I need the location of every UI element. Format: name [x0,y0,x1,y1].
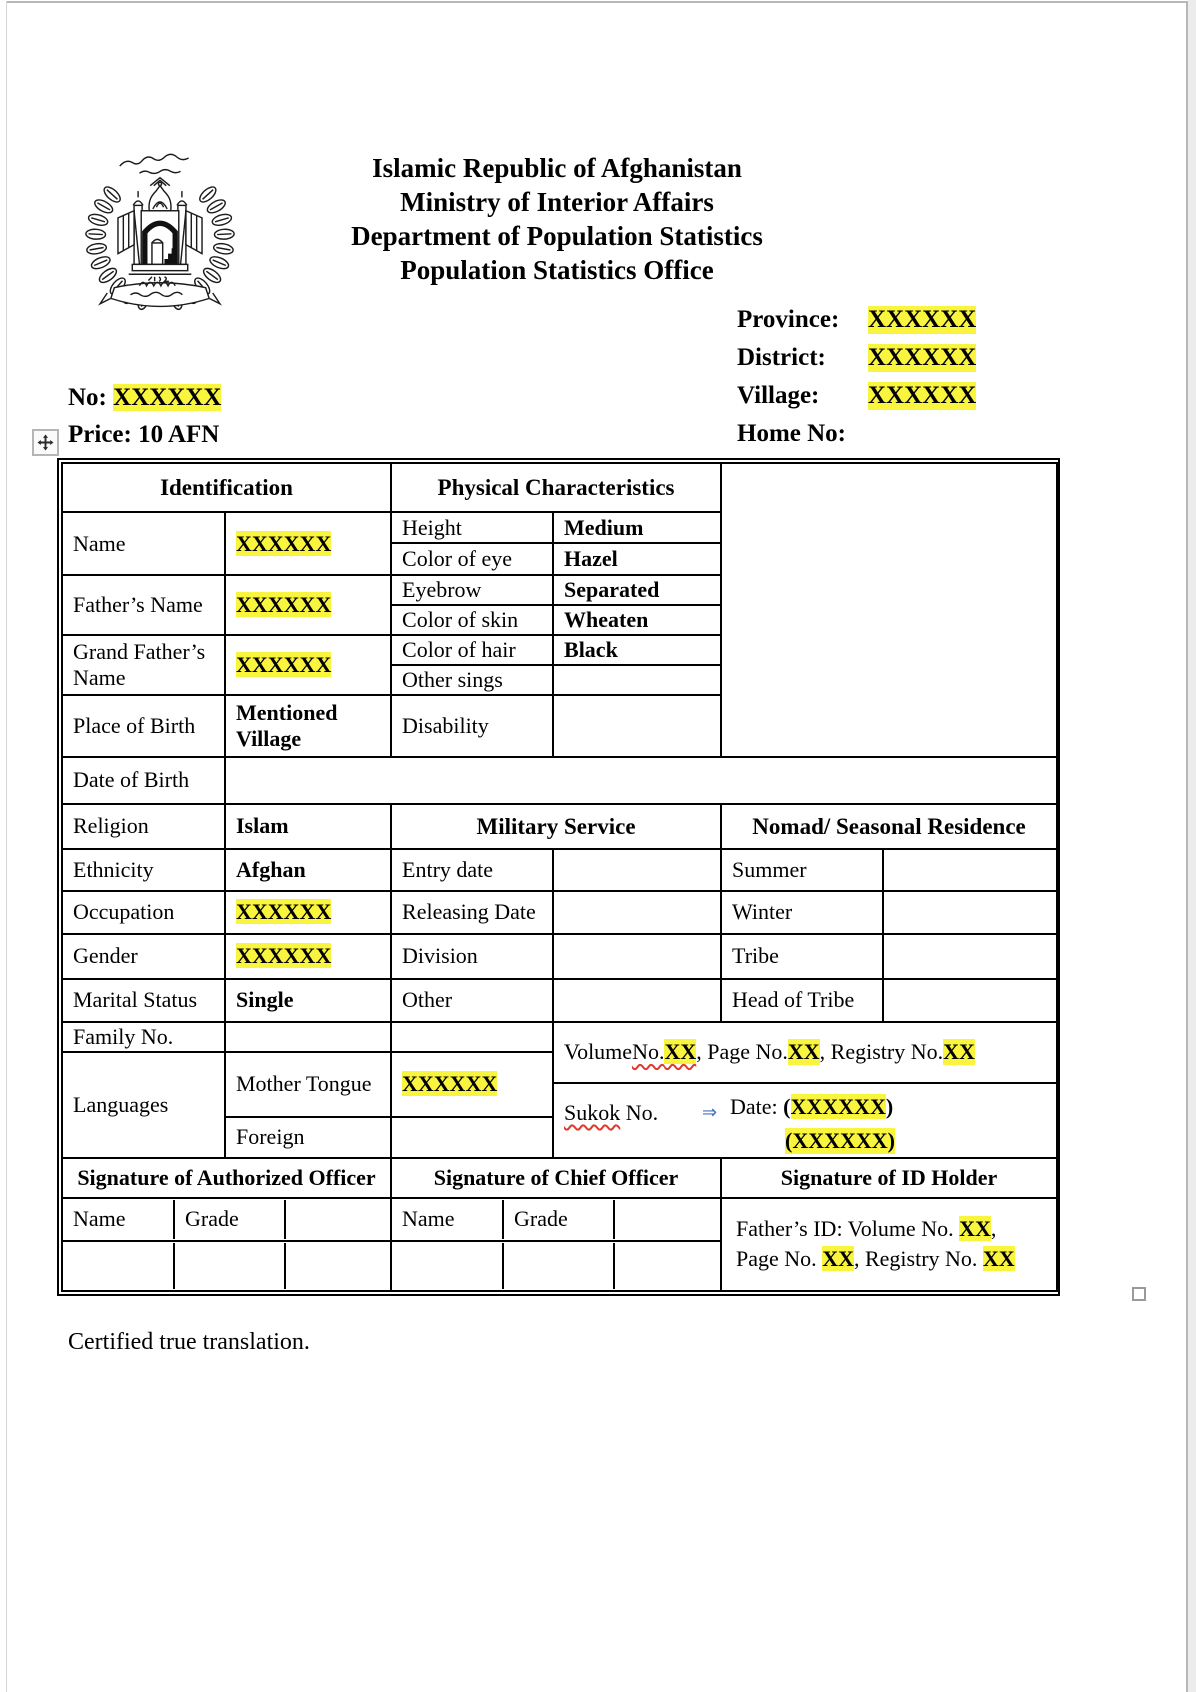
chief-officer-name-grade-row [391,1198,721,1241]
eye-color-label: Color of eye [391,543,553,575]
date-paren-open: ( [783,1093,791,1119]
releasing-date-label: Releasing Date [391,891,553,934]
authorized-signature-cell [286,1200,390,1239]
authorized-grade-entry [175,1243,286,1289]
tribe-value [883,934,1057,979]
name-value: XXXXXX [236,530,332,556]
gender-value: XXXXXX [236,943,332,969]
document-no-row [68,384,221,412]
tazkira-table [57,458,1060,1296]
name-value-cell [225,512,391,575]
chief-grade-label: Grade [504,1200,615,1239]
occupation-value: XXXXXX [236,899,332,925]
chief-officer-empty-row [391,1241,721,1291]
price-row: Price: 10 AFN [68,421,220,448]
fathers-id-page-pre: Page No. [736,1246,823,1272]
skin-color-value: Wheaten [553,605,721,635]
province-value: XXXXXX [868,306,977,333]
place-of-birth-value: Mentioned Village [225,695,391,757]
skin-color-label: Color of skin [391,605,553,635]
fathers-id-line-2 [736,1244,1048,1274]
tribe-label: Tribe [721,934,883,979]
grandfather-name-value-cell [225,635,391,695]
gender-label: Gender [62,934,225,979]
fathers-id-comma: , [990,1216,997,1242]
marital-status-label: Marital Status [62,979,225,1022]
home-no-label: Home No: [737,420,846,447]
head-of-tribe-label: Head of Tribe [721,979,883,1022]
table-move-handle[interactable] [32,429,59,456]
chief-empty-split [392,1243,720,1289]
identification-header: Identification [62,463,391,512]
no-label: No: [68,384,107,411]
fathers-id-registry-pre: , Registry No. [853,1246,983,1272]
table-resize-handle[interactable] [1132,1287,1146,1301]
family-no-value [225,1022,391,1052]
name-label: Name [62,512,225,575]
sukok-no-label [564,1100,658,1126]
page-left-border [6,1,7,1692]
family-no-extra-cell [391,1022,553,1052]
division-label: Division [391,934,553,979]
entry-date-value [553,849,721,891]
chief-signature-cell [615,1200,720,1239]
mother-tongue-value-cell [391,1052,553,1117]
family-no-label: Family No. [62,1022,225,1052]
date-value-1: XXXXXX [790,1093,886,1119]
volume-registry-line [554,1023,1056,1084]
physical-characteristics-header: Physical Characteristics [391,463,721,512]
move-cross-icon [37,434,54,451]
date-value-2: (XXXXXX) [785,1127,895,1153]
document-title-block [57,151,1057,287]
foreign-language-label: Foreign [225,1117,391,1158]
authorized-name-grade-split [63,1200,390,1239]
marital-status-value: Single [225,979,391,1022]
chief-grade-entry [504,1243,615,1289]
date-line-1 [730,1094,893,1120]
district-value: XXXXXX [868,344,977,371]
chief-name-entry [392,1243,504,1289]
signature-authorized-header: Signature of Authorized Officer [62,1158,391,1198]
winter-label: Winter [721,891,883,934]
page-right-margin [1188,0,1196,1692]
military-service-header: Military Service [391,804,721,849]
volume-no-misspelled [632,1039,696,1065]
authorized-empty-split [63,1243,390,1289]
releasing-date-value [553,891,721,934]
height-value: Medium [553,512,721,543]
fathers-id-pre: Father’s ID: Volume No. [736,1216,960,1242]
page-top-border [6,1,1187,3]
other-service-value [553,979,721,1022]
hair-color-label: Color of hair [391,635,553,665]
title-line-department: Department of Population Statistics [351,221,763,251]
authorized-officer-empty-row [62,1241,391,1291]
volume-no-value: XX [664,1039,697,1065]
registry-block-cell [553,1022,1057,1158]
religion-label: Religion [62,804,225,849]
sukok-word: Sukok [564,1099,621,1125]
sukok-rest: No. [620,1099,659,1125]
page-right-border [1186,1,1188,1692]
father-name-label: Father’s Name [62,575,225,635]
disability-label: Disability [391,695,553,757]
chief-signature-entry [615,1243,720,1289]
fathers-id-cell [721,1198,1057,1291]
eyebrow-value: Separated [553,575,721,605]
village-label: Village: [737,382,820,409]
occupation-label: Occupation [62,891,225,934]
authorized-signature-entry [286,1243,390,1289]
village-value: XXXXXX [868,382,977,409]
date-label: Date: [730,1093,784,1119]
ethnicity-label: Ethnicity [62,849,225,891]
fathers-id-registry-value: XX [982,1246,1015,1272]
tazkira-grid [61,462,1058,1292]
page-no-value: XX [787,1039,820,1065]
other-service-label: Other [391,979,553,1022]
title-line-ministry: Ministry of Interior Affairs [400,187,714,217]
tab-arrow-mark-icon: ⇒ [702,1101,718,1123]
sukok-date-area [554,1084,1056,1157]
entry-date-label: Entry date [391,849,553,891]
other-signs-label: Other sings [391,665,553,695]
ethnicity-value: Afghan [225,849,391,891]
grandfather-name-label: Grand Father’s Name [62,635,225,695]
no-value: XXXXXX [113,384,222,411]
division-value [553,934,721,979]
father-name-value-cell [225,575,391,635]
authorized-name-entry [63,1243,175,1289]
religion-value: Islam [225,804,391,849]
head-of-tribe-value [883,979,1057,1022]
fathers-id-page-value: XX [822,1246,854,1272]
province-label: Province: [737,306,840,333]
mother-tongue-label: Mother Tongue [225,1052,391,1117]
date-paren-close: ) [885,1093,894,1119]
mother-tongue-value: XXXXXX [402,1071,498,1097]
fathers-id-volume-value: XX [959,1216,991,1242]
signature-chief-header: Signature of Chief Officer [391,1158,721,1198]
gender-value-cell [225,934,391,979]
photo-area-cell [721,463,1057,757]
hair-color-value: Black [553,635,721,665]
eye-color-value: Hazel [553,543,721,575]
summer-label: Summer [721,849,883,891]
eyebrow-label: Eyebrow [391,575,553,605]
signature-id-holder-header: Signature of ID Holder [721,1158,1057,1198]
registry-block [554,1023,1056,1157]
languages-label: Languages [62,1052,225,1158]
registry-no-value: XX [943,1039,975,1065]
occupation-value-cell [225,891,391,934]
date-of-birth-label: Date of Birth [62,757,225,804]
district-label: District: [737,344,826,371]
place-of-birth-label: Place of Birth [62,695,225,757]
title-line-country: Islamic Republic of Afghanistan [372,153,742,183]
summer-value [883,849,1057,891]
certified-translation-note: Certified true translation. [68,1329,310,1355]
authorized-officer-name-grade-row [62,1198,391,1241]
authorized-name-label: Name [63,1200,175,1239]
other-signs-value [553,665,721,695]
chief-name-grade-split [392,1200,720,1239]
volume-no-word: No. [632,1039,665,1065]
nomad-residence-header: Nomad/ Seasonal Residence [721,804,1057,849]
grandfather-name-value: XXXXXX [236,651,332,677]
volume-text-mid1: , Page No. [696,1039,788,1065]
height-label: Height [391,512,553,543]
disability-value [553,695,721,757]
volume-text-pre: Volume [564,1039,633,1065]
date-of-birth-value [225,757,1057,804]
title-line-office: Population Statistics Office [400,255,714,285]
chief-name-label: Name [392,1200,504,1239]
authorized-grade-label: Grade [175,1200,286,1239]
winter-value [883,891,1057,934]
foreign-language-value [391,1117,553,1158]
fathers-id-line-1 [736,1214,1048,1244]
volume-text-mid2: , Registry No. [819,1039,944,1065]
father-name-value: XXXXXX [236,591,332,617]
